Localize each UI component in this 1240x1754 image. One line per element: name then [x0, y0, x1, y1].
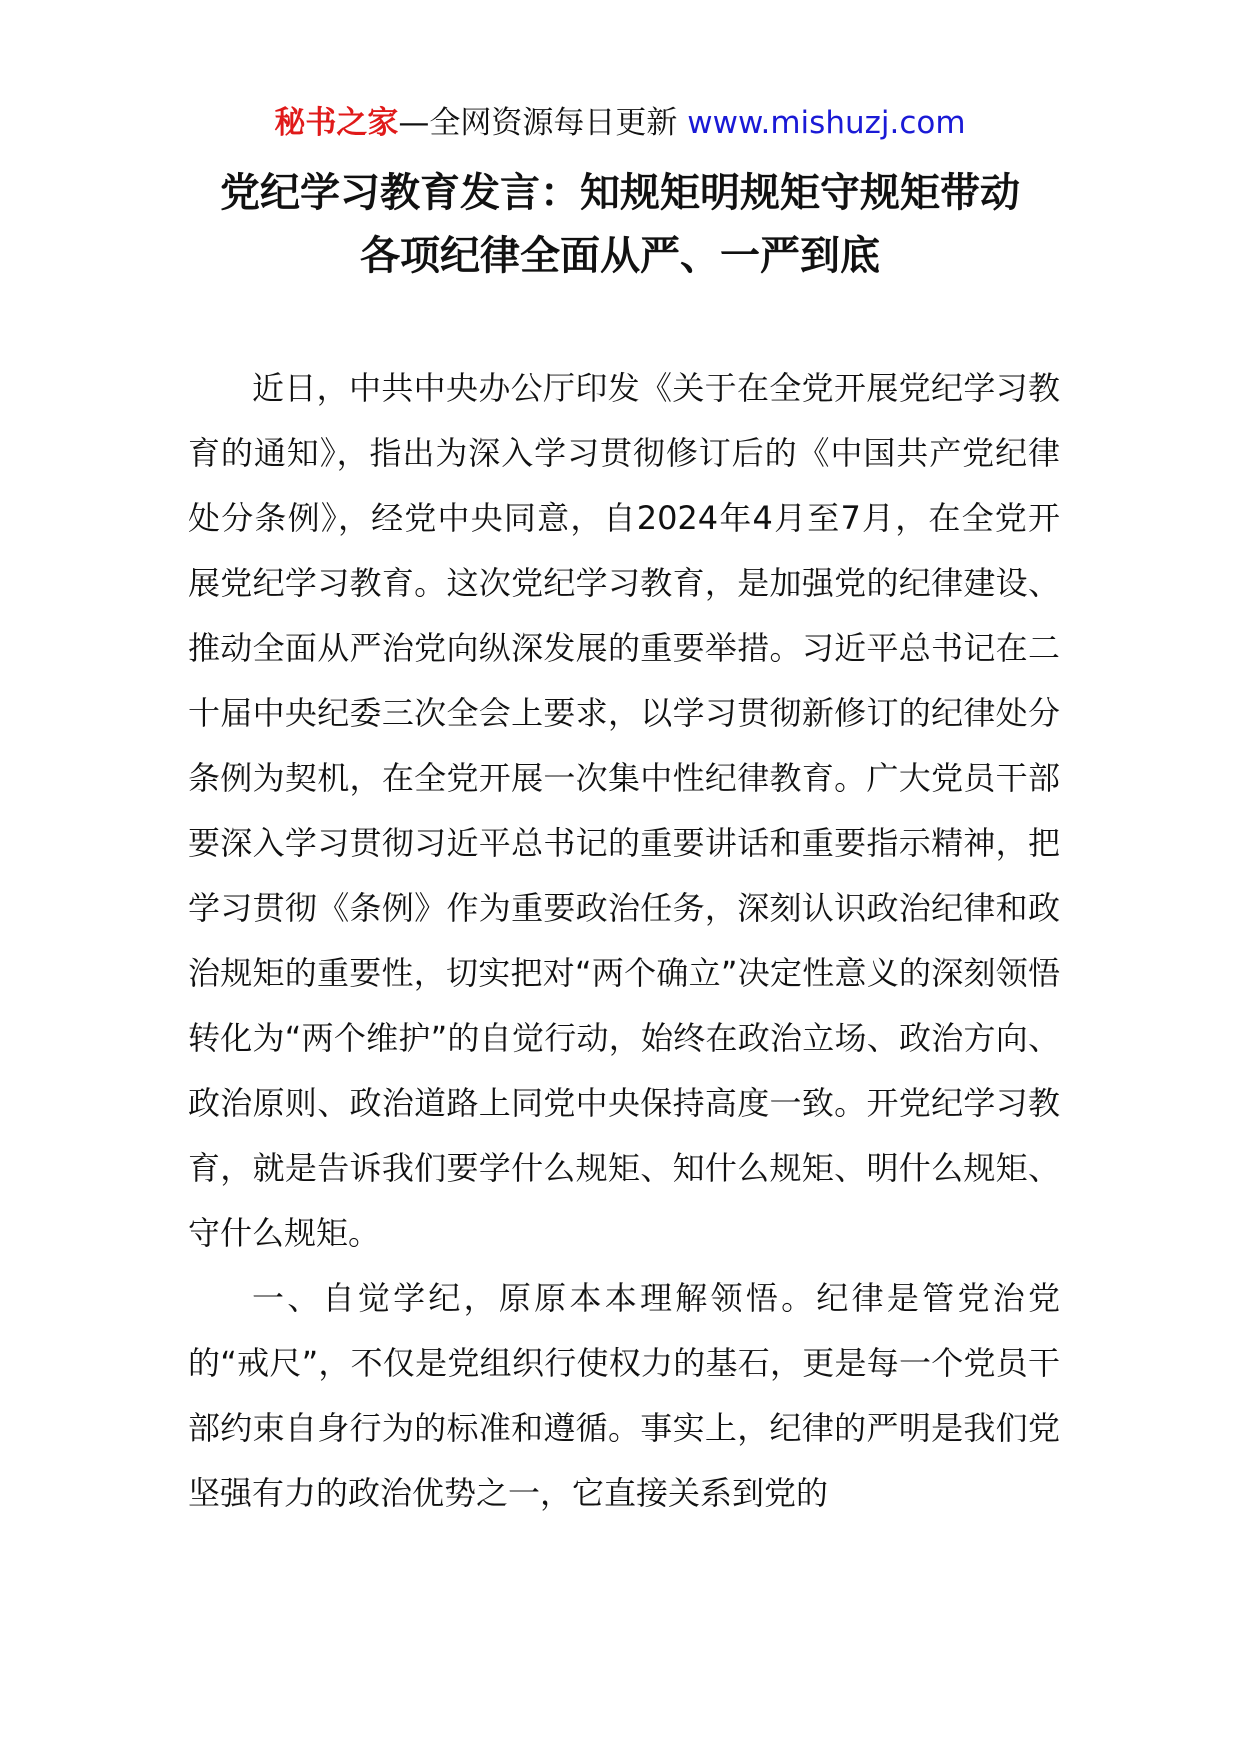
document-body	[188, 356, 1060, 1526]
body-paragraph-1: 近日，中共中央办公厅印发《关于在全党开展党纪学习教育的通知》，指出为深入学习贯彻修订后的《中国共产党纪律处分条例》，经党中央同意，自2024年4月至7月，在全党开展党纪学习教育。这次党纪学习教育，是加强党的纪律建设、推动全面从严治党向纵深发展的重要举措。习近平总书记在二十届中央纪委三次全会上要求，以学习贯彻新修订的纪律处分条例为契机，在全党开展一次集中性纪律教育。广大党员干部要深入学习贯彻习近平总书记的重要讲话和重要指示精神，把学习贯彻《条例》作为重要政治任务，深刻认识政治纪律和政治规矩的重要性，切实把对“两个确立”决定性意义的深刻领悟转化为“两个维护”的自觉行动，始终在政治立场、政治方向、政治原则、政治道路上同党中央保持高度一致。开党纪学习教育，就是告诉我们要学什么规矩、知什么规矩、明什么规矩、守什么规矩。	[188, 369, 1060, 1252]
document-title-line-2: 各项纪律全面从严、一严到底	[360, 233, 880, 279]
document-title	[140, 162, 1100, 288]
document-title-line-1: 党纪学习教育发言：知规矩明规矩守规矩带动	[220, 170, 1020, 216]
body-paragraph-2: 一、自觉学纪，原原本本理解领悟。纪律是管党治党的“戒尺”，不仅是党组织行使权力的基石，更是每一个党员干部约束自身行为的标准和遵循。事实上，纪律的严明是我们党坚强有力的政治优势之一，它直接关系到党的	[188, 1279, 1060, 1512]
site-brand-name: 秘书之家	[274, 105, 399, 141]
site-tagline: —全网资源每日更新	[398, 105, 678, 141]
site-url-link[interactable]: www.mishuzj.com	[687, 105, 966, 141]
site-banner	[0, 102, 1240, 144]
